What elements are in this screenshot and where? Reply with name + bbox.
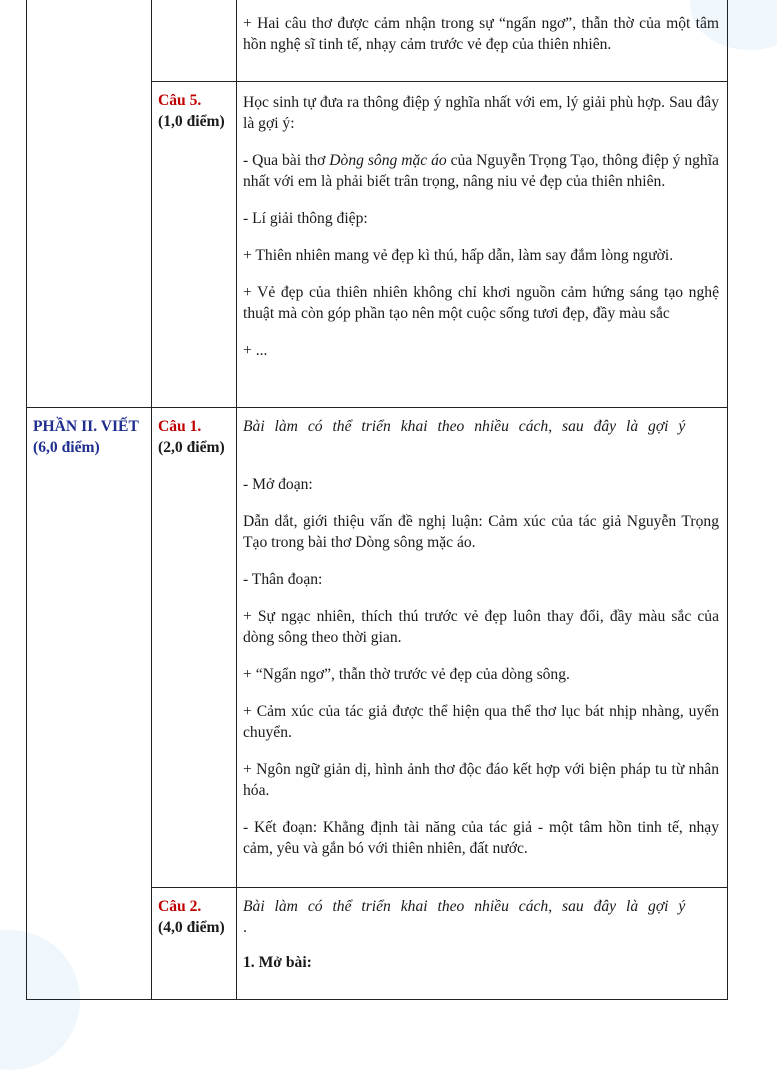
answer-line: + Sự ngạc nhiên, thích thú trước vẻ đẹp luôn thay đổi, đầy màu sắc của dòng sông theo thời gian. bbox=[243, 608, 719, 646]
answer-line: + Hai câu thơ được cảm nhận trong sự “ngẩn ngơ”, thẫn thờ của một tâm hồn nghệ sĩ tinh tế, nhạy cảm trước vẻ đẹp của thiên nhiên. bbox=[243, 15, 719, 53]
question-number: Câu 1. bbox=[158, 418, 202, 435]
answer-line: + Vẻ đẹp của thiên nhiên không chỉ khơi nguồn cảm hứng sáng tạo nghệ thuật mà còn góp phần tạo nên một cuộc sống tươi đẹp, đầy màu sắc bbox=[243, 284, 719, 322]
part-title: PHẦN II. VIẾT bbox=[33, 418, 139, 435]
answer-line: - Thân đoạn: bbox=[243, 571, 323, 588]
section-heading: 1. Mở bài: bbox=[243, 954, 312, 971]
answer-cell bbox=[237, 0, 728, 82]
question-points: (1,0 điểm) bbox=[158, 113, 225, 130]
text-segment: - Qua bài thơ bbox=[243, 152, 330, 169]
answer-line: + “Ngẩn ngơ”, thẫn thờ trước vẻ đẹp của dòng sông. bbox=[243, 666, 570, 683]
answer-line: - Mở đoạn: bbox=[243, 476, 313, 493]
answer-cell bbox=[237, 82, 728, 408]
answer-dot: . bbox=[243, 919, 247, 936]
answer-key-table bbox=[26, 0, 728, 1000]
answer-line: - Kết đoạn: Khẳng định tài năng của tác giả - một tâm hồn tinh tế, nhạy cảm, yêu và gắn bó với thiên nhiên, đất nước. bbox=[243, 819, 719, 857]
answer-line: + ... bbox=[243, 342, 268, 359]
question-number: Câu 5. bbox=[158, 92, 202, 109]
table-row bbox=[27, 0, 728, 82]
answer-line: + Ngôn ngữ giản dị, hình ảnh thơ độc đáo kết hợp với biện pháp tu từ nhân hóa. bbox=[243, 761, 719, 799]
answer-line: Dẫn dắt, giới thiệu vấn đề nghị luận: Cảm xúc của tác giả Nguyễn Trọng Tạo trong bài thơ Dòng sông mặc áo. bbox=[243, 513, 719, 551]
part-cell-empty bbox=[27, 0, 152, 408]
question-points: (2,0 điểm) bbox=[158, 439, 225, 456]
text-segment: của Nguyễn Trọng Tạo, thông điệp ý nghĩa nhất với em là phải biết trân trọng, nâng niu vẻ đẹp của thiên nhiên. bbox=[243, 152, 719, 190]
answer-cell bbox=[237, 888, 728, 1000]
table-row bbox=[27, 408, 728, 888]
answer-line: - Lí giải thông điệp: bbox=[243, 210, 368, 227]
poem-title: Dòng sông mặc áo bbox=[329, 152, 447, 169]
part-cell bbox=[27, 408, 152, 1000]
answer-intro: Học sinh tự đưa ra thông điệp ý nghĩa nhất với em, lý giải phù hợp. Sau đây là gợi ý: bbox=[243, 94, 719, 132]
answer-intro: Bài làm có thể triển khai theo nhiều cách, sau đây là gợi ý bbox=[243, 418, 686, 435]
answer-intro: Bài làm có thể triển khai theo nhiều cách, sau đây là gợi ý bbox=[243, 898, 686, 915]
answer-line: + Cảm xúc của tác giả được thể hiện qua thể thơ lục bát nhịp nhàng, uyển chuyển. bbox=[243, 703, 719, 741]
question-points: (4,0 điểm) bbox=[158, 919, 225, 936]
question-cell bbox=[152, 82, 237, 408]
answer-line bbox=[243, 150, 719, 192]
part-points: (6,0 điểm) bbox=[33, 439, 100, 456]
answer-cell bbox=[237, 408, 728, 888]
question-cell bbox=[152, 408, 237, 888]
question-number: Câu 2. bbox=[158, 898, 202, 915]
question-cell-empty bbox=[152, 0, 237, 82]
question-cell bbox=[152, 888, 237, 1000]
answer-line: + Thiên nhiên mang vẻ đẹp kì thú, hấp dẫn, làm say đắm lòng người. bbox=[243, 247, 674, 264]
